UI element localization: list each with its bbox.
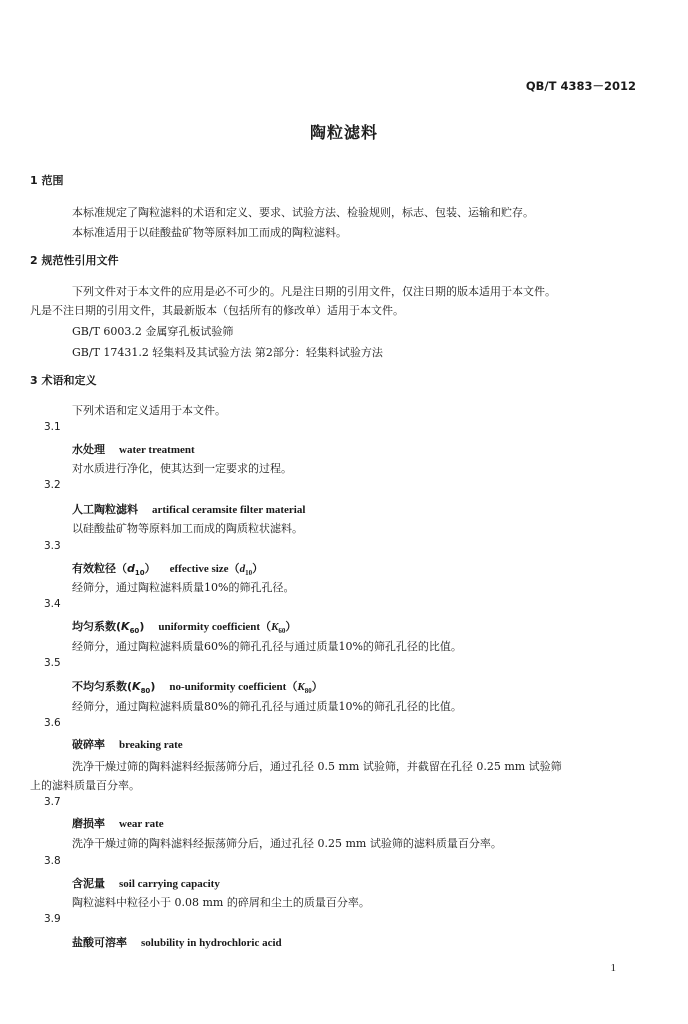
term-heading	[72, 678, 323, 695]
term-subscript: 60	[129, 627, 140, 636]
section-3-intro: 下列术语和定义适用于本文件。	[72, 404, 226, 417]
term-symbol: K	[132, 680, 141, 693]
term-zh: 破碎率	[72, 738, 105, 751]
term-number: 3.2	[44, 479, 61, 491]
term-definition: 洗净干燥过筛的陶料滤料经振荡筛分后，通过孔径 0.25 mm 试验筛的滤料质量百分率。	[72, 837, 502, 850]
term-number: 3.9	[44, 913, 61, 925]
term-en: soil carrying capacity	[119, 878, 220, 890]
term-zh: 均匀系数$(K_{60})$	[72, 620, 145, 636]
term-number: 3.4	[44, 598, 61, 610]
normative-reference-1: GB/T 6003.2 金属穿孔板试验筛	[72, 325, 234, 338]
term-zh: 水处理	[72, 443, 105, 456]
term-en: wear rate	[119, 818, 164, 830]
term-en: water treatment	[119, 444, 195, 456]
term-zh: 有效粒径$(d_{10})$	[72, 562, 156, 578]
term-number: 3.6	[44, 717, 61, 729]
section-1-paragraph-1: 本标准规定了陶粒滤料的术语和定义、要求、试验方法、检验规则，标志、包装、运输和贮存。	[72, 206, 534, 219]
term-en: uniformity $coefficient(K_{60})$	[158, 621, 297, 636]
section-2-paragraph-line-1: 下列文件对于本文件的应用是必不可少的。凡是注日期的引用文件，仅注日期的版本适用于本文件。	[72, 285, 556, 298]
term-en: breaking rate	[119, 739, 183, 751]
term-subscript: 10	[134, 569, 145, 578]
term-definition: 经筛分，通过陶粒滤料质量10%的筛孔孔径。	[72, 581, 295, 594]
page-number: 1	[610, 962, 616, 974]
term-definition: 以硅酸盐矿物等原料加工而成的陶质粒状滤料。	[72, 522, 303, 535]
term-symbol: d	[127, 562, 135, 575]
term-heading	[72, 441, 195, 457]
term-number: 3.7	[44, 796, 61, 808]
term-heading	[72, 501, 305, 517]
term-heading	[72, 815, 164, 831]
term-definition: 经筛分，通过陶粒滤料质量80%的筛孔孔径与通过质量10%的筛孔孔径的比值。	[72, 700, 462, 713]
section-3-heading: 3 术语和定义	[30, 374, 97, 387]
term-heading	[72, 875, 220, 891]
section-2-heading: 2 规范性引用文件	[30, 254, 119, 267]
term-definition: 经筛分，通过陶粒滤料质量60%的筛孔孔径与通过质量10%的筛孔孔径的比值。	[72, 640, 462, 653]
term-en: solubility in hydrochloric acid	[141, 937, 282, 949]
term-en: effective $size(d_{10})$	[169, 563, 264, 578]
term-en: no-uniformity $coefficient(K_{80})$	[169, 681, 323, 696]
section-2-paragraph-line-2: 凡是不注日期的引用文件，其最新版本（包括所有的修改单）适用于本文件。	[30, 304, 404, 317]
normative-reference-2: GB/T 17431.2 轻集料及其试验方法 第2部分：轻集料试验方法	[72, 346, 383, 359]
section-1-heading: 1 范围	[30, 174, 64, 187]
term-zh: 人工陶粒滤料	[72, 503, 138, 516]
term-symbol: K	[121, 620, 130, 633]
section-1-paragraph-2: 本标准适用于以硅酸盐矿物等原料加工而成的陶粒滤料。	[72, 226, 347, 239]
term-heading	[72, 934, 282, 950]
page-title: 陶粒滤料	[309, 123, 378, 142]
term-heading	[72, 736, 183, 752]
term-heading	[72, 560, 263, 577]
term-heading	[72, 618, 296, 635]
term-number: 3.5	[44, 657, 61, 669]
term-en: artifical ceramsite filter material	[152, 504, 306, 516]
term-zh: 盐酸可溶率	[72, 936, 127, 949]
term-definition: 陶粒滤料中粒径小于 0.08 mm 的碎屑和尘土的质量百分率。	[72, 896, 370, 909]
term-number: 3.1	[44, 421, 61, 433]
term-number: 3.8	[44, 855, 61, 867]
term-definition-continued: 上的滤料质量百分率。	[30, 779, 140, 792]
term-definition: 对水质进行净化，使其达到一定要求的过程。	[72, 462, 292, 475]
term-number: 3.3	[44, 540, 61, 552]
term-zh: 含泥量	[72, 877, 105, 890]
term-zh: 磨损率	[72, 817, 105, 830]
term-zh: 不均匀系数$(K_{80})$	[72, 680, 156, 696]
term-definition: 洗净干燥过筛的陶料滤料经振荡筛分后，通过孔径 0.5 mm 试验筛，并截留在孔径 0.25 mm 试验筛	[72, 760, 562, 773]
standard-number: QB/T 4383－2012	[525, 79, 636, 93]
term-subscript: 80	[140, 687, 151, 696]
